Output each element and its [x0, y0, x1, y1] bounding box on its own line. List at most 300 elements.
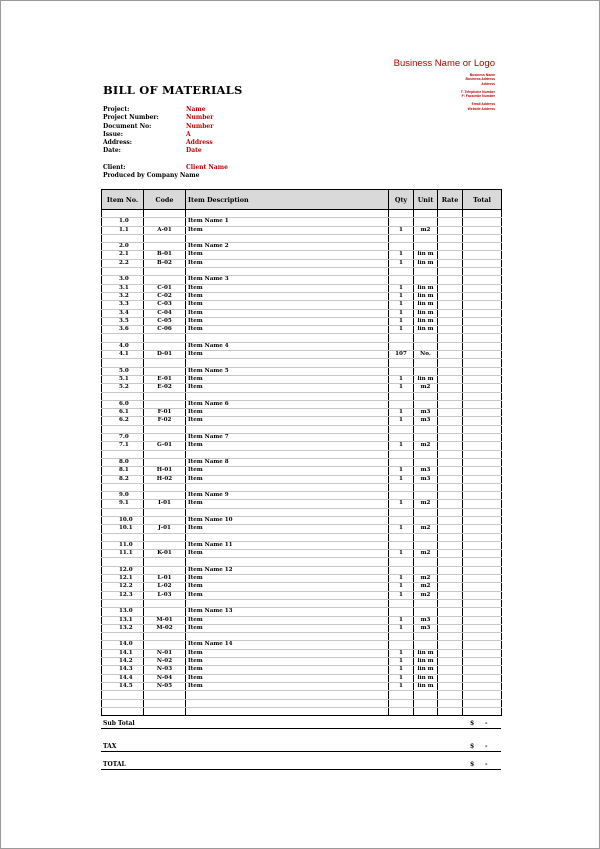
totals-label: TAX: [103, 743, 117, 750]
description-cell: Item: [186, 442, 389, 450]
project-info-label: Address:: [103, 139, 132, 147]
rate-cell: [438, 367, 463, 375]
project-info-value: Number: [186, 122, 214, 130]
total-cell: [463, 699, 502, 707]
item-no-cell: [102, 234, 144, 242]
table-row: [102, 707, 502, 715]
code-cell: [144, 533, 186, 541]
unit-cell: [414, 558, 438, 566]
unit-cell: m3: [414, 467, 438, 475]
total-cell: [463, 268, 502, 276]
table-row: [102, 658, 502, 666]
table-row: [102, 649, 502, 657]
rate-cell: [438, 641, 463, 649]
total-cell: [463, 367, 502, 375]
rate-cell: [438, 342, 463, 350]
item-no-cell: 11.0: [102, 541, 144, 549]
table-row: [102, 342, 502, 350]
table-row: [102, 284, 502, 292]
unit-cell: lin m: [414, 284, 438, 292]
total-cell: [463, 467, 502, 475]
item-no-cell: [102, 691, 144, 699]
qty-cell: 1: [389, 575, 414, 583]
description-cell: Item Name 7: [186, 434, 389, 442]
code-cell: [144, 508, 186, 516]
rate-cell: [438, 467, 463, 475]
table-row: [102, 508, 502, 516]
item-no-cell: 4.1: [102, 351, 144, 359]
qty-cell: [389, 218, 414, 226]
qty-cell: [389, 276, 414, 284]
description-cell: [186, 691, 389, 699]
table-row: [102, 326, 502, 334]
code-cell: E-01: [144, 375, 186, 383]
column-header-unit: Unit: [414, 190, 438, 210]
rate-cell: [438, 508, 463, 516]
code-cell: [144, 458, 186, 466]
unit-cell: lin m: [414, 317, 438, 325]
table-row: [102, 550, 502, 558]
code-cell: C-02: [144, 292, 186, 300]
qty-cell: [389, 434, 414, 442]
totals-row: [101, 752, 501, 770]
description-cell: Item Name 8: [186, 458, 389, 466]
description-cell: [186, 450, 389, 458]
qty-cell: [389, 633, 414, 641]
rate-cell: [438, 326, 463, 334]
total-cell: [463, 375, 502, 383]
column-header-qty: Qty: [389, 190, 414, 210]
item-no-cell: 12.3: [102, 591, 144, 599]
qty-cell: [389, 268, 414, 276]
totals-label: TOTAL: [103, 761, 126, 768]
code-cell: [144, 492, 186, 500]
item-no-cell: 12.2: [102, 583, 144, 591]
qty-cell: [389, 699, 414, 707]
total-cell: [463, 234, 502, 242]
totals-amount: -: [485, 720, 488, 727]
table-row: [102, 516, 502, 524]
description-cell: Item: [186, 658, 389, 666]
description-cell: Item: [186, 351, 389, 359]
unit-cell: [414, 492, 438, 500]
description-cell: [186, 210, 389, 218]
description-cell: Item: [186, 575, 389, 583]
total-cell: [463, 666, 502, 674]
total-cell: [463, 425, 502, 433]
total-cell: [463, 599, 502, 607]
description-cell: Item: [186, 467, 389, 475]
code-cell: [144, 608, 186, 616]
total-cell: [463, 317, 502, 325]
item-no-cell: [102, 425, 144, 433]
code-cell: [144, 276, 186, 284]
item-no-cell: 3.1: [102, 284, 144, 292]
table-row: [102, 483, 502, 491]
rate-cell: [438, 492, 463, 500]
unit-cell: [414, 367, 438, 375]
unit-cell: m2: [414, 550, 438, 558]
description-cell: Item: [186, 284, 389, 292]
item-no-cell: 2.0: [102, 243, 144, 251]
total-cell: [463, 276, 502, 284]
table-row: [102, 400, 502, 408]
item-no-cell: 2.1: [102, 251, 144, 259]
table-row: [102, 292, 502, 300]
table-row: [102, 641, 502, 649]
qty-cell: [389, 400, 414, 408]
rate-cell: [438, 575, 463, 583]
unit-cell: [414, 566, 438, 574]
qty-cell: [389, 641, 414, 649]
item-no-cell: 3.5: [102, 317, 144, 325]
total-cell: [463, 251, 502, 259]
qty-cell: 1: [389, 317, 414, 325]
description-cell: Item Name 14: [186, 641, 389, 649]
rate-cell: [438, 682, 463, 690]
item-no-cell: [102, 450, 144, 458]
rate-cell: [438, 666, 463, 674]
rate-cell: [438, 674, 463, 682]
total-cell: [463, 633, 502, 641]
item-no-cell: 7.0: [102, 434, 144, 442]
item-no-cell: 14.1: [102, 649, 144, 657]
qty-cell: 1: [389, 309, 414, 317]
description-cell: Item: [186, 417, 389, 425]
code-cell: [144, 268, 186, 276]
unit-cell: m2: [414, 384, 438, 392]
rate-cell: [438, 226, 463, 234]
table-row: [102, 251, 502, 259]
total-cell: [463, 409, 502, 417]
table-row: [102, 591, 502, 599]
qty-cell: 1: [389, 624, 414, 632]
rate-cell: [438, 268, 463, 276]
total-cell: [463, 616, 502, 624]
code-cell: F-02: [144, 417, 186, 425]
unit-cell: lin m: [414, 259, 438, 267]
total-cell: [463, 243, 502, 251]
qty-cell: 1: [389, 384, 414, 392]
rate-cell: [438, 599, 463, 607]
item-no-cell: [102, 707, 144, 715]
description-cell: Item: [186, 409, 389, 417]
table-row: [102, 583, 502, 591]
unit-cell: m2: [414, 591, 438, 599]
unit-cell: [414, 458, 438, 466]
table-row: [102, 575, 502, 583]
rate-cell: [438, 516, 463, 524]
rate-cell: [438, 309, 463, 317]
qty-cell: [389, 533, 414, 541]
item-no-cell: 5.2: [102, 384, 144, 392]
rate-cell: [438, 218, 463, 226]
table-row: [102, 425, 502, 433]
description-cell: Item: [186, 525, 389, 533]
unit-cell: [414, 483, 438, 491]
item-no-cell: 6.0: [102, 400, 144, 408]
item-no-cell: 13.2: [102, 624, 144, 632]
unit-cell: [414, 691, 438, 699]
description-cell: [186, 359, 389, 367]
rate-cell: [438, 558, 463, 566]
unit-cell: [414, 342, 438, 350]
code-cell: [144, 218, 186, 226]
code-cell: B-02: [144, 259, 186, 267]
rate-cell: [438, 292, 463, 300]
totals-row: [101, 729, 501, 752]
description-cell: Item: [186, 226, 389, 234]
description-cell: Item Name 12: [186, 566, 389, 574]
unit-cell: No.: [414, 351, 438, 359]
item-no-cell: 9.0: [102, 492, 144, 500]
code-cell: C-06: [144, 326, 186, 334]
unit-cell: [414, 400, 438, 408]
description-cell: [186, 268, 389, 276]
column-header-description: Item Description: [186, 190, 389, 210]
code-cell: H-01: [144, 467, 186, 475]
description-cell: Item: [186, 475, 389, 483]
qty-cell: 107: [389, 351, 414, 359]
total-cell: [463, 326, 502, 334]
qty-cell: 1: [389, 583, 414, 591]
total-cell: [463, 284, 502, 292]
description-cell: [186, 392, 389, 400]
rate-cell: [438, 334, 463, 342]
total-cell: [463, 608, 502, 616]
totals-section: [101, 717, 501, 770]
bill-of-materials-table: [101, 189, 502, 716]
table-row: [102, 450, 502, 458]
unit-cell: m2: [414, 500, 438, 508]
qty-cell: [389, 483, 414, 491]
table-row: [102, 475, 502, 483]
description-cell: Item: [186, 500, 389, 508]
total-cell: [463, 417, 502, 425]
item-no-cell: 13.1: [102, 616, 144, 624]
rate-cell: [438, 475, 463, 483]
description-cell: Item: [186, 649, 389, 657]
total-cell: [463, 508, 502, 516]
total-cell: [463, 558, 502, 566]
qty-cell: 1: [389, 301, 414, 309]
qty-cell: 1: [389, 467, 414, 475]
description-cell: Item: [186, 550, 389, 558]
rate-cell: [438, 624, 463, 632]
description-cell: Item Name 13: [186, 608, 389, 616]
item-no-cell: [102, 483, 144, 491]
code-cell: [144, 425, 186, 433]
total-cell: [463, 458, 502, 466]
unit-cell: [414, 243, 438, 251]
unit-cell: [414, 268, 438, 276]
code-cell: [144, 483, 186, 491]
table-row: [102, 624, 502, 632]
email-line: Email Address: [471, 102, 495, 107]
fax-line: F: Facsimile Number: [461, 94, 495, 99]
item-no-cell: 1.0: [102, 218, 144, 226]
rate-cell: [438, 392, 463, 400]
qty-cell: [389, 508, 414, 516]
total-cell: [463, 682, 502, 690]
description-cell: Item: [186, 326, 389, 334]
code-cell: M-01: [144, 616, 186, 624]
description-cell: Item: [186, 616, 389, 624]
code-cell: F-01: [144, 409, 186, 417]
description-cell: Item Name 11: [186, 541, 389, 549]
rate-cell: [438, 234, 463, 242]
unit-cell: [414, 392, 438, 400]
rate-cell: [438, 284, 463, 292]
table-row: [102, 309, 502, 317]
rate-cell: [438, 541, 463, 549]
rate-cell: [438, 301, 463, 309]
unit-cell: m2: [414, 575, 438, 583]
unit-cell: m3: [414, 616, 438, 624]
rate-cell: [438, 351, 463, 359]
total-cell: [463, 359, 502, 367]
unit-cell: [414, 450, 438, 458]
column-header-code: Code: [144, 190, 186, 210]
rate-cell: [438, 384, 463, 392]
unit-cell: m2: [414, 442, 438, 450]
unit-cell: [414, 633, 438, 641]
code-cell: [144, 516, 186, 524]
unit-cell: [414, 599, 438, 607]
qty-cell: [389, 210, 414, 218]
code-cell: [144, 367, 186, 375]
table-row: [102, 434, 502, 442]
total-cell: [463, 392, 502, 400]
table-header-row: [102, 190, 502, 210]
total-cell: [463, 384, 502, 392]
total-cell: [463, 483, 502, 491]
item-no-cell: 9.1: [102, 500, 144, 508]
item-no-cell: 7.1: [102, 442, 144, 450]
totals-amount: -: [485, 761, 488, 768]
qty-cell: [389, 367, 414, 375]
table-row: [102, 500, 502, 508]
qty-cell: [389, 392, 414, 400]
qty-cell: [389, 541, 414, 549]
total-cell: [463, 450, 502, 458]
rate-cell: [438, 400, 463, 408]
unit-cell: m3: [414, 475, 438, 483]
table-row: [102, 268, 502, 276]
table-row: [102, 616, 502, 624]
code-cell: C-01: [144, 284, 186, 292]
rate-cell: [438, 658, 463, 666]
unit-cell: m3: [414, 417, 438, 425]
rate-cell: [438, 375, 463, 383]
unit-cell: lin m: [414, 658, 438, 666]
total-cell: [463, 575, 502, 583]
unit-cell: [414, 541, 438, 549]
qty-cell: [389, 516, 414, 524]
project-info-label: Client:: [103, 164, 126, 172]
business-address-line: Business Address: [465, 77, 495, 82]
code-cell: D-01: [144, 351, 186, 359]
qty-cell: 1: [389, 251, 414, 259]
table-row: [102, 334, 502, 342]
unit-cell: [414, 334, 438, 342]
code-cell: M-02: [144, 624, 186, 632]
table-row: [102, 467, 502, 475]
telephone-line: T: Telephone Number: [460, 89, 495, 94]
description-cell: [186, 234, 389, 242]
description-cell: Item: [186, 317, 389, 325]
table-row: [102, 317, 502, 325]
column-header-rate: Rate: [438, 190, 463, 210]
description-cell: Item: [186, 251, 389, 259]
qty-cell: 1: [389, 591, 414, 599]
unit-cell: lin m: [414, 666, 438, 674]
qty-cell: [389, 608, 414, 616]
total-cell: [463, 259, 502, 267]
rate-cell: [438, 566, 463, 574]
table-row: [102, 492, 502, 500]
code-cell: L-03: [144, 591, 186, 599]
table-row: [102, 699, 502, 707]
code-cell: N-01: [144, 649, 186, 657]
totals-row: [101, 717, 501, 729]
total-cell: [463, 218, 502, 226]
description-cell: Item: [186, 259, 389, 267]
qty-cell: [389, 342, 414, 350]
code-cell: [144, 342, 186, 350]
code-cell: A-01: [144, 226, 186, 234]
table-row: [102, 541, 502, 549]
item-no-cell: 8.1: [102, 467, 144, 475]
table-row: [102, 666, 502, 674]
description-cell: Item Name 3: [186, 276, 389, 284]
total-cell: [463, 475, 502, 483]
table-row: [102, 234, 502, 242]
item-no-cell: 10.0: [102, 516, 144, 524]
rate-cell: [438, 434, 463, 442]
table-row: [102, 525, 502, 533]
unit-cell: [414, 434, 438, 442]
code-cell: [144, 334, 186, 342]
item-no-cell: 8.2: [102, 475, 144, 483]
totals-amount: -: [485, 743, 488, 750]
qty-cell: 1: [389, 674, 414, 682]
item-no-cell: 13.0: [102, 608, 144, 616]
description-cell: Item: [186, 674, 389, 682]
rate-cell: [438, 409, 463, 417]
item-no-cell: [102, 558, 144, 566]
qty-cell: 1: [389, 616, 414, 624]
unit-cell: [414, 218, 438, 226]
qty-cell: [389, 334, 414, 342]
item-no-cell: 14.2: [102, 658, 144, 666]
total-cell: [463, 301, 502, 309]
description-cell: Item Name 4: [186, 342, 389, 350]
description-cell: [186, 425, 389, 433]
table-row: [102, 384, 502, 392]
code-cell: C-03: [144, 301, 186, 309]
totals-currency: $: [470, 743, 475, 750]
item-no-cell: [102, 359, 144, 367]
description-cell: Item: [186, 682, 389, 690]
unit-cell: m3: [414, 409, 438, 417]
item-no-cell: 3.3: [102, 301, 144, 309]
total-cell: [463, 691, 502, 699]
total-cell: [463, 658, 502, 666]
code-cell: J-01: [144, 525, 186, 533]
table-row: [102, 566, 502, 574]
unit-cell: [414, 516, 438, 524]
